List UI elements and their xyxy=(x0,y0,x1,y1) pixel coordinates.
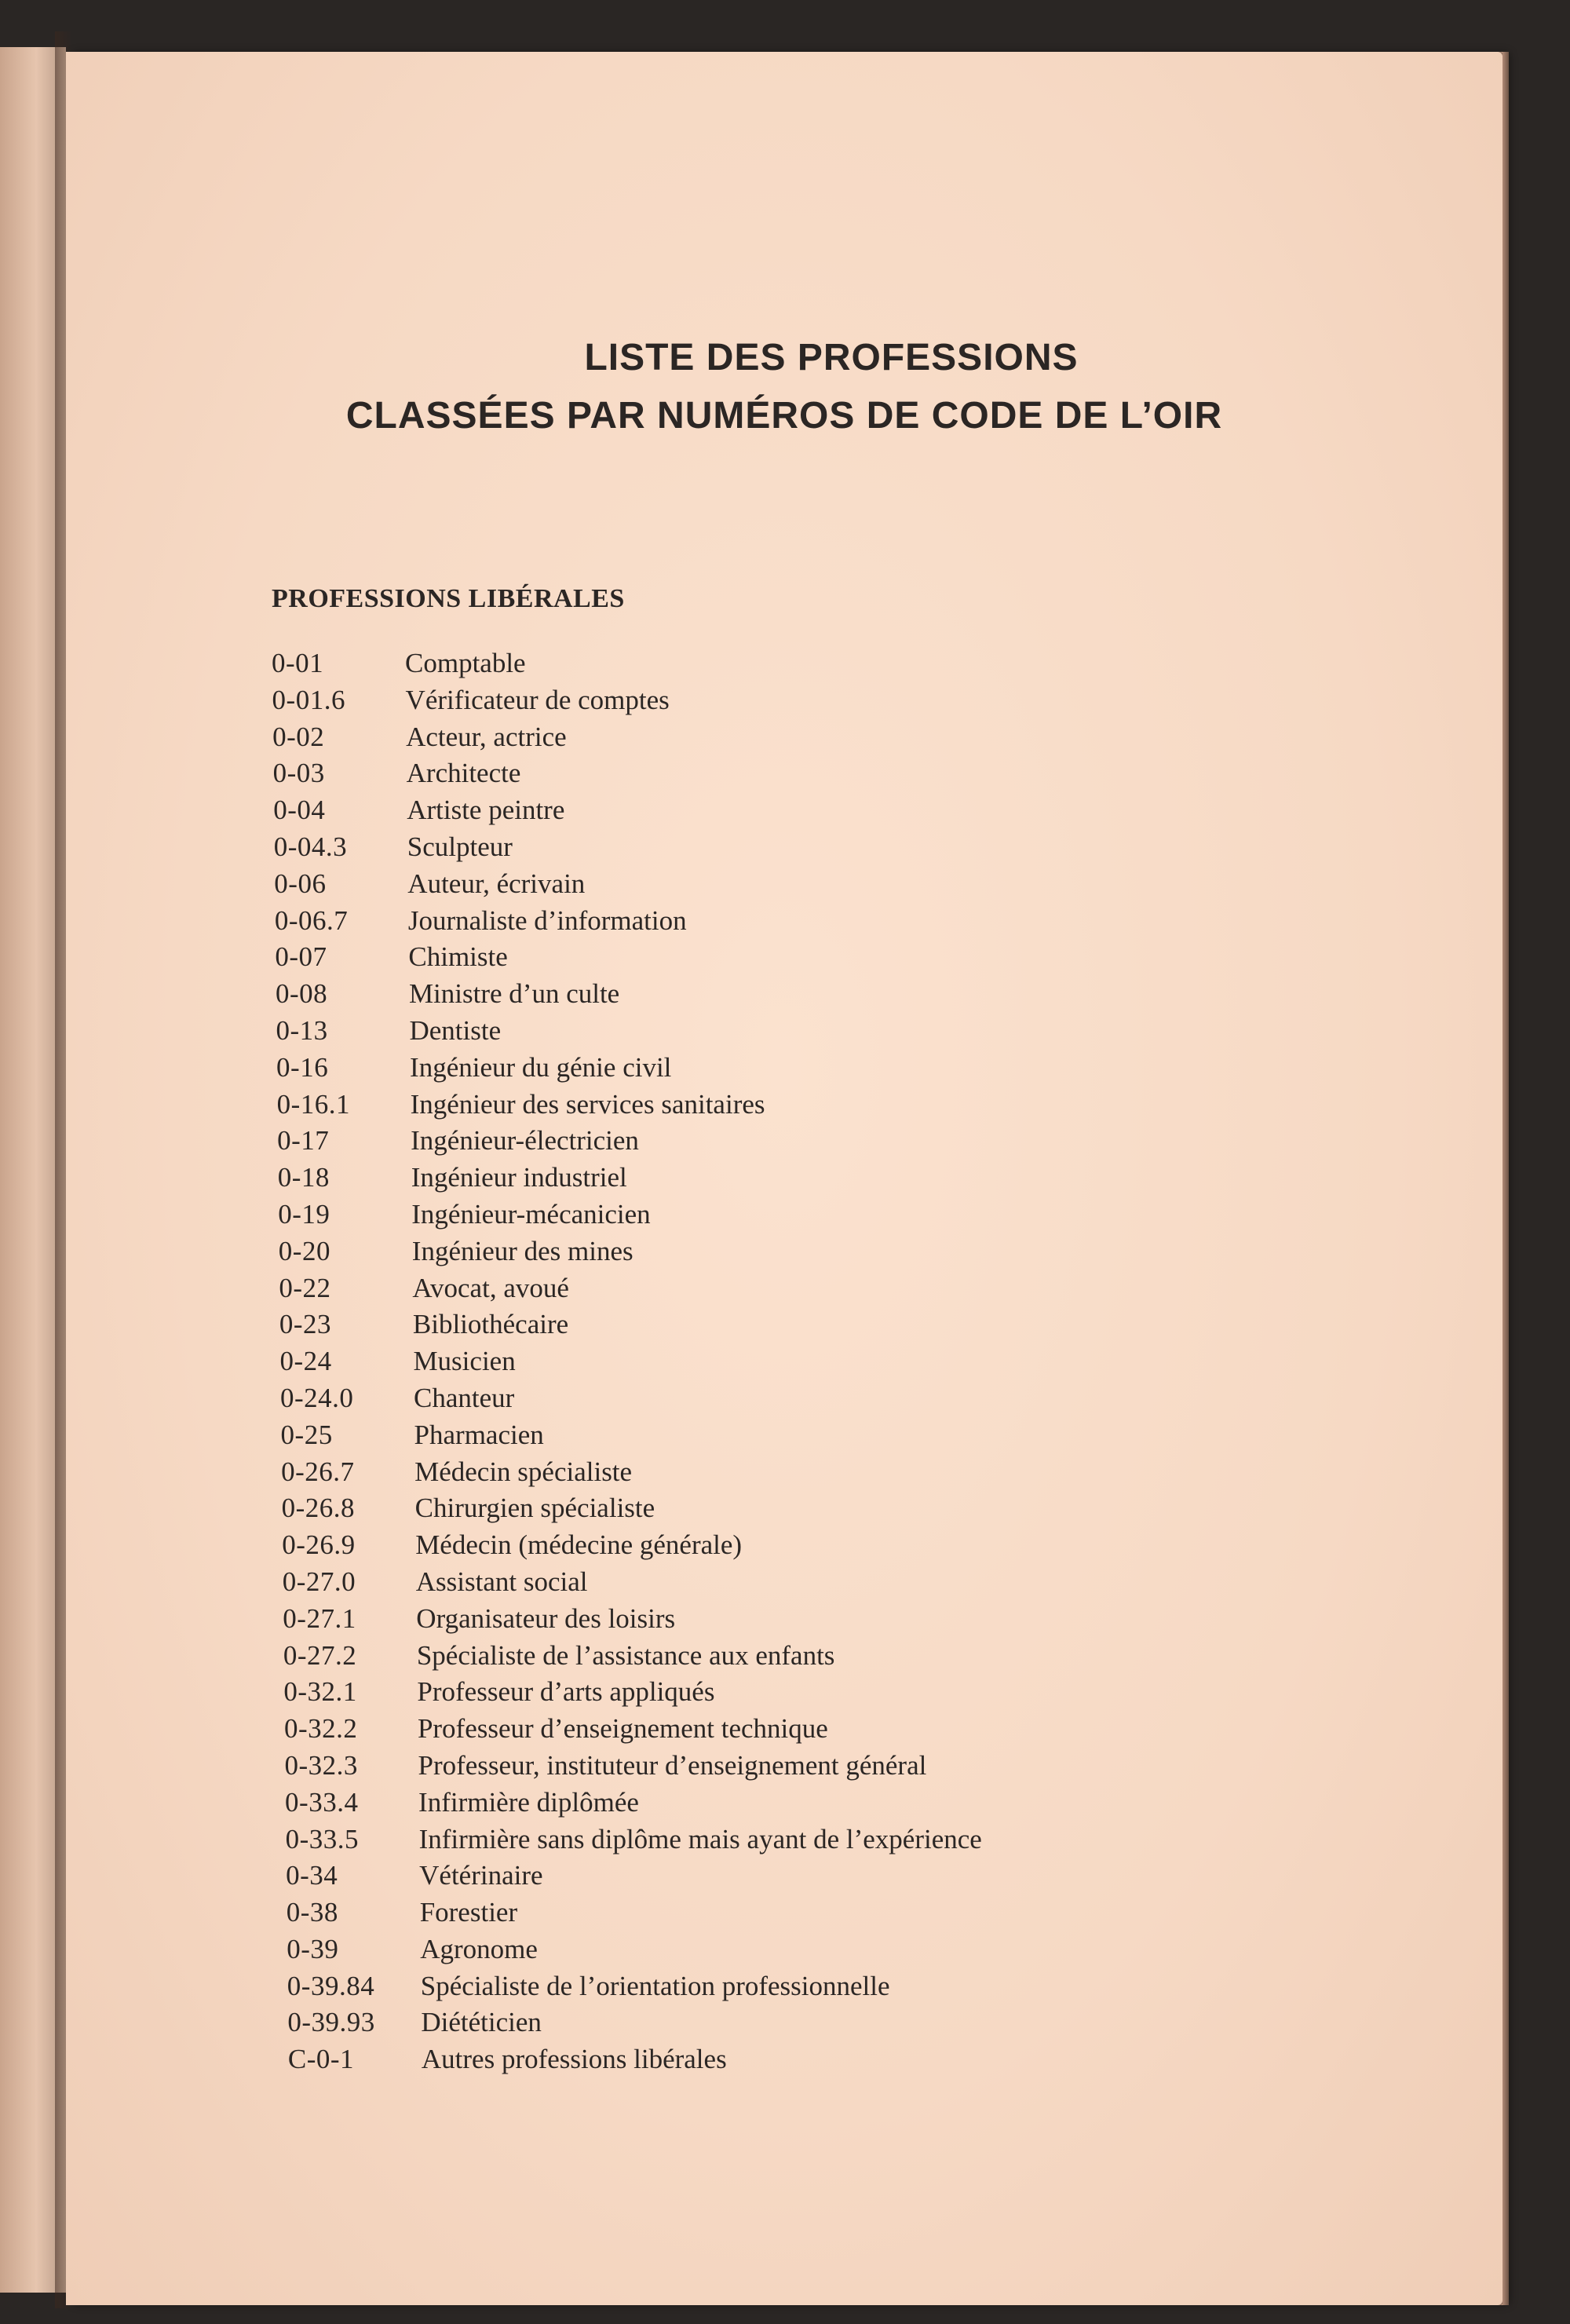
profession-label: Professeur, instituteur d’enseignement général xyxy=(418,1749,927,1781)
profession-label: Agronome xyxy=(420,1933,538,1964)
profession-code: 0-32.1 xyxy=(283,1676,357,1708)
profession-label: Spécialiste de l’assistance aux enfants xyxy=(416,1639,835,1671)
list-item xyxy=(279,1270,1221,1307)
list-item xyxy=(273,792,1215,829)
profession-code: 0-03 xyxy=(272,758,325,789)
list-item xyxy=(281,1454,1223,1491)
list-item xyxy=(280,1380,1222,1417)
profession-label: Médecin spécialiste xyxy=(414,1456,633,1487)
profession-code: 0-39.93 xyxy=(287,2007,375,2038)
profession-label: Vétérinaire xyxy=(419,1860,543,1891)
profession-label: Auteur, écrivain xyxy=(407,868,586,899)
list-item xyxy=(288,2041,1230,2078)
profession-code: 0-02 xyxy=(272,721,325,752)
profession-label: Autres professions libérales xyxy=(421,2044,727,2075)
profession-code: 0-39.84 xyxy=(287,1970,375,2001)
list-item xyxy=(279,1233,1221,1270)
list-item xyxy=(285,1748,1227,1785)
profession-label: Ingénieur-électricien xyxy=(411,1125,639,1157)
profession-label: Pharmacien xyxy=(414,1419,544,1450)
profession-list xyxy=(272,645,1214,2078)
list-item xyxy=(276,976,1218,1013)
profession-code: 0-27.2 xyxy=(283,1639,357,1671)
profession-code: 0-16.1 xyxy=(276,1088,350,1120)
profession-code: 0-20 xyxy=(278,1235,330,1266)
profession-code: 0-01 xyxy=(272,648,324,678)
profession-label: Spécialiste de l’orientation professionnelle xyxy=(420,1970,890,2001)
profession-label: Sculpteur xyxy=(407,831,513,862)
profession-code: 0-16 xyxy=(276,1051,329,1083)
list-item xyxy=(272,645,1214,682)
profession-code: 0-26.8 xyxy=(281,1493,356,1524)
profession-code: 0-04.3 xyxy=(273,831,348,862)
profession-code: 0-27.1 xyxy=(283,1602,356,1634)
profession-label: Ingénieur industriel xyxy=(411,1162,627,1193)
profession-code: 0-34 xyxy=(286,1860,338,1891)
list-item xyxy=(279,1306,1221,1343)
profession-label: Forestier xyxy=(419,1897,518,1928)
profession-code: 0-33.5 xyxy=(285,1823,359,1854)
profession-label: Médecin (médecine générale) xyxy=(415,1529,743,1561)
profession-label: Diététicien xyxy=(421,2007,542,2038)
list-item xyxy=(285,1785,1227,1822)
list-item xyxy=(276,1050,1218,1087)
profession-label: Assistant social xyxy=(415,1566,588,1597)
profession-label: Infirmière sans diplôme mais ayant de l’expérience xyxy=(418,1823,982,1854)
list-item xyxy=(272,682,1214,719)
profession-label: Ingénieur des mines xyxy=(411,1235,633,1266)
profession-label: Chanteur xyxy=(414,1382,515,1413)
profession-label: Artiste peintre xyxy=(407,795,565,826)
profession-label: Ingénieur des services sanitaires xyxy=(410,1088,765,1120)
profession-code: 0-17 xyxy=(277,1125,330,1157)
profession-code: 0-26.9 xyxy=(282,1529,356,1561)
list-item xyxy=(283,1564,1225,1601)
profession-label: Infirmière diplômée xyxy=(418,1786,639,1818)
profession-code: 0-22 xyxy=(279,1272,331,1303)
profession-code: 0-06.7 xyxy=(274,904,349,936)
list-item xyxy=(274,829,1216,866)
list-item xyxy=(281,1417,1223,1454)
list-item xyxy=(287,2004,1229,2041)
page-title-line-1: LISTE DES PROFESSIONS xyxy=(584,337,1079,378)
list-item xyxy=(277,1123,1219,1160)
list-item xyxy=(283,1674,1225,1711)
profession-code: 0-06 xyxy=(274,868,327,899)
profession-code: 0-27.0 xyxy=(282,1566,356,1597)
profession-code: 0-32.2 xyxy=(283,1713,358,1745)
profession-code: C-0-1 xyxy=(287,2044,355,2075)
profession-code: 0-39 xyxy=(287,1933,339,1964)
profession-code: 0-25 xyxy=(280,1419,333,1450)
list-item xyxy=(286,1822,1228,1858)
profession-code: 0-24.0 xyxy=(280,1382,354,1413)
list-item xyxy=(273,755,1215,792)
profession-label: Journaliste d’information xyxy=(407,904,687,936)
list-item xyxy=(278,1197,1220,1233)
profession-label: Avocat, avoué xyxy=(412,1272,569,1303)
profession-label: Chirurgien spécialiste xyxy=(414,1493,655,1524)
profession-code: 0-38 xyxy=(286,1897,338,1928)
profession-code: 0-32.3 xyxy=(284,1749,358,1781)
profession-label: Vérificateur de comptes xyxy=(405,684,670,715)
list-item xyxy=(284,1711,1226,1748)
profession-label: Professeur d’enseignement technique xyxy=(417,1713,828,1745)
list-item xyxy=(279,1343,1221,1380)
profession-label: Acteur, actrice xyxy=(406,721,567,752)
profession-label: Architecte xyxy=(406,758,521,789)
profession-code: 0-13 xyxy=(276,1014,328,1046)
page-right-edge xyxy=(1502,52,1509,2305)
list-item xyxy=(283,1638,1225,1675)
section-heading: PROFESSIONS LIBÉRALES xyxy=(272,584,625,613)
profession-code: 0-08 xyxy=(275,978,328,1010)
profession-label: Ministre d’un culte xyxy=(408,978,620,1010)
profession-label: Organisateur des loisirs xyxy=(416,1602,676,1634)
profession-label: Dentiste xyxy=(409,1014,502,1046)
profession-label: Professeur d’arts appliqués xyxy=(417,1676,715,1708)
list-item xyxy=(272,719,1214,756)
profession-code: 0-01.6 xyxy=(272,684,345,715)
profession-label: Musicien xyxy=(413,1346,516,1377)
profession-code: 0-04 xyxy=(273,795,326,826)
profession-code: 0-26.7 xyxy=(281,1456,355,1487)
list-item xyxy=(277,1087,1219,1124)
list-item xyxy=(275,939,1217,976)
profession-code: 0-18 xyxy=(277,1162,330,1193)
profession-code: 0-33.4 xyxy=(285,1786,359,1818)
list-item xyxy=(286,1858,1228,1895)
list-item xyxy=(278,1160,1220,1197)
list-item xyxy=(282,1527,1224,1564)
profession-code: 0-07 xyxy=(275,941,327,973)
page-title-line-2: CLASSÉES PAR NUMÉROS DE CODE DE L’OIR xyxy=(345,395,1223,437)
profession-code: 0-24 xyxy=(279,1346,332,1377)
profession-label: Chimiste xyxy=(408,941,508,973)
list-item xyxy=(275,903,1217,940)
list-item xyxy=(287,1895,1229,1931)
profession-code: 0-23 xyxy=(279,1309,332,1340)
list-item xyxy=(287,1968,1229,2005)
profession-label: Ingénieur du génie civil xyxy=(410,1051,672,1083)
profession-label: Bibliothécaire xyxy=(412,1309,569,1340)
list-item xyxy=(287,1931,1229,1968)
list-item xyxy=(282,1490,1224,1527)
document-page xyxy=(66,52,1502,2305)
profession-label: Ingénieur-mécanicien xyxy=(411,1198,651,1230)
profession-label: Comptable xyxy=(405,648,526,678)
list-item xyxy=(274,866,1216,903)
profession-code: 0-19 xyxy=(278,1198,330,1230)
list-item xyxy=(283,1601,1225,1638)
list-item xyxy=(276,1013,1218,1050)
